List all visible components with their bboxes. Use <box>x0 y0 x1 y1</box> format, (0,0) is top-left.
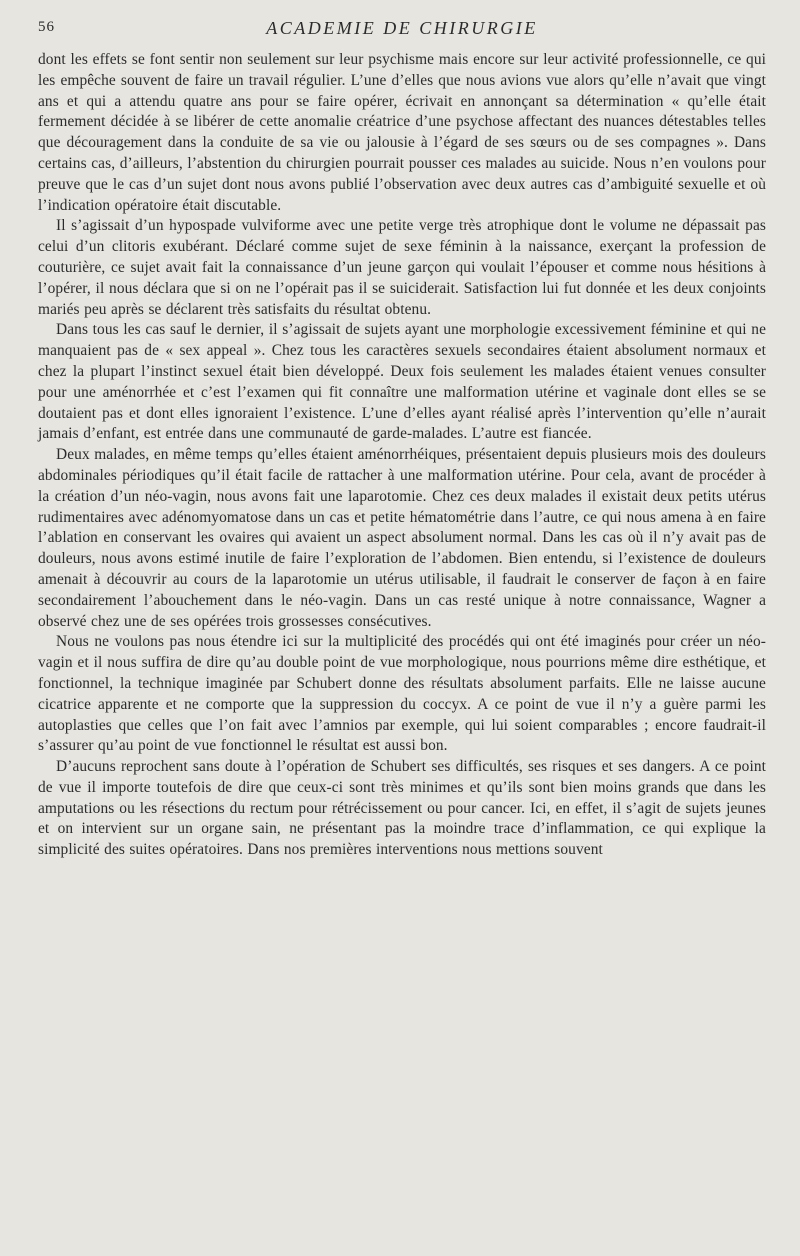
paragraph-2: Il s’agissait d’un hypospade vulviforme avec une petite verge très atrophique dont le volume ne dépassait pas celui d’un clitoris exubérant. Déclaré comme sujet de sexe féminin à la naissance, exerçant la profession de couturière, ce sujet avait fait la connaissance d’un jeune garçon qui voulait l’épouser et comme nous hésitions à l’opérer, il nous déclara que si on ne l’opérait pas il se suiciderait. Satisfaction lui fut donnée et les deux conjoints mariés peu après se déclarent très satisfaits du résultat obtenu. <box>38 217 766 318</box>
paragraph-5: Nous ne voulons pas nous étendre ici sur la multiplicité des procédés qui ont été imaginés pour créer un néo-vagin et il nous suffira de dire qu’au double point de vue morphologique, nous pourrions même dire esthétique, et fonctionnel, la technique imaginée par Schubert donne des résultats absolument parfaits. Elle ne laisse aucune cicatrice apparente et ne comporte que la suppression du coccyx. A ce point de vue il n’y a guère parmi les autoplasties que celles que l’on fait avec l’amnios par exemple, qui lui soient comparables ; encore faudrait-il s’assurer qu’au point de vue fonctionnel le résultat est aussi bon. <box>38 633 766 755</box>
paragraph-6: D’aucuns reprochent sans doute à l’opération de Schubert ses difficultés, ses risques et ses dangers. A ce point de vue il importe toutefois de dire que ceux-ci sont très minimes et qu’ils sont bien moins grands que dans les amputations ou les résections du rectum pour rétrécissement ou pour cancer. Ici, en effet, il s’agit de sujets jeunes et on intervient sur un organe sain, ne présentant pas la moindre trace d’inflammation, ce qui explique la simplicité des suites opératoires. Dans nos premières interventions nous mettions souvent <box>38 758 766 859</box>
running-header <box>38 16 766 42</box>
paragraph-4: Deux malades, en même temps qu’elles étaient aménorrhéiques, présentaient depuis plusieurs mois des douleurs abdominales périodiques qu’il était facile de rattacher à une malformation utérine. Pour cela, avant de procéder à la création d’un néo-vagin, nous avons fait une laparotomie. Chez ces deux malades il existait deux petits utérus rudimentaires avec adénomyomatose dans un cas et petite hématométrie dans l’autre, ce qui nous amena à en faire l’ablation en conservant les ovaires qui avaient un aspect absolument normal. Dans les cas où il n’y avait pas de douleurs, nous avons estimé inutile de faire l’exploration de l’abdomen. Bien entendu, si l’existence de douleurs amenait à découvrir au cours de la laparotomie un utérus utilisable, il faudrait le conserver de façon à en faire secondairement l’abouchement dans le néo-vagin. Dans un cas resté unique à notre connaissance, Wagner a observé chez une de ses opérées trois grossesses consécutives. <box>38 446 766 630</box>
paragraph-3: Dans tous les cas sauf le dernier, il s’agissait de sujets ayant une morphologie excessivement féminine et qui ne manquaient pas de « sex appeal ». Chez tous les caractères sexuels secondaires étaient absolument normaux et chez la plupart l’instinct sexuel était bien développé. Deux fois seulement les malades étaient venues consulter pour une aménorrhée et c’est l’examen qui fit connaître une malformation utérine et vaginale dont elles se se doutaient pas et dont elles ignoraient l’existence. L’une d’elles ayant réalisé après l’intervention qu’elle n’aurait jamais d’enfant, est entrée dans une communauté de garde-malades. L’autre est fiancée. <box>38 321 766 443</box>
paragraph-1: dont les effets se font sentir non seulement sur leur psychisme mais encore sur leur activité professionnelle, ce qui les empêche souvent de faire un travail régulier. L’une d’elles que nous avions vue alors qu’elle n’avait que vingt ans et qui a attendu quatre ans pour se faire opérer, écrivait en annonçant sa détermination « qu’elle était fermement décidée à se libérer de cette anomalie créatrice d’une psychose affectant des nuances détestables telles que découragement dans la conduite de sa vie ou jalousie à l’égard de ses sœurs ou de ses compagnes ». Dans certains cas, d’ailleurs, l’abstention du chirurgien pourrait pousser ces malades au suicide. Nous n’en voulons pour preuve que le cas d’un sujet dont nous avons publié l’observation avec deux autres cas d’ambiguité sexuelle et où l’indication opératoire était discutable. <box>38 51 766 214</box>
page-number: 56 <box>38 19 55 35</box>
article-body <box>38 50 766 861</box>
running-title: ACADEMIE DE CHIRURGIE <box>266 18 538 38</box>
